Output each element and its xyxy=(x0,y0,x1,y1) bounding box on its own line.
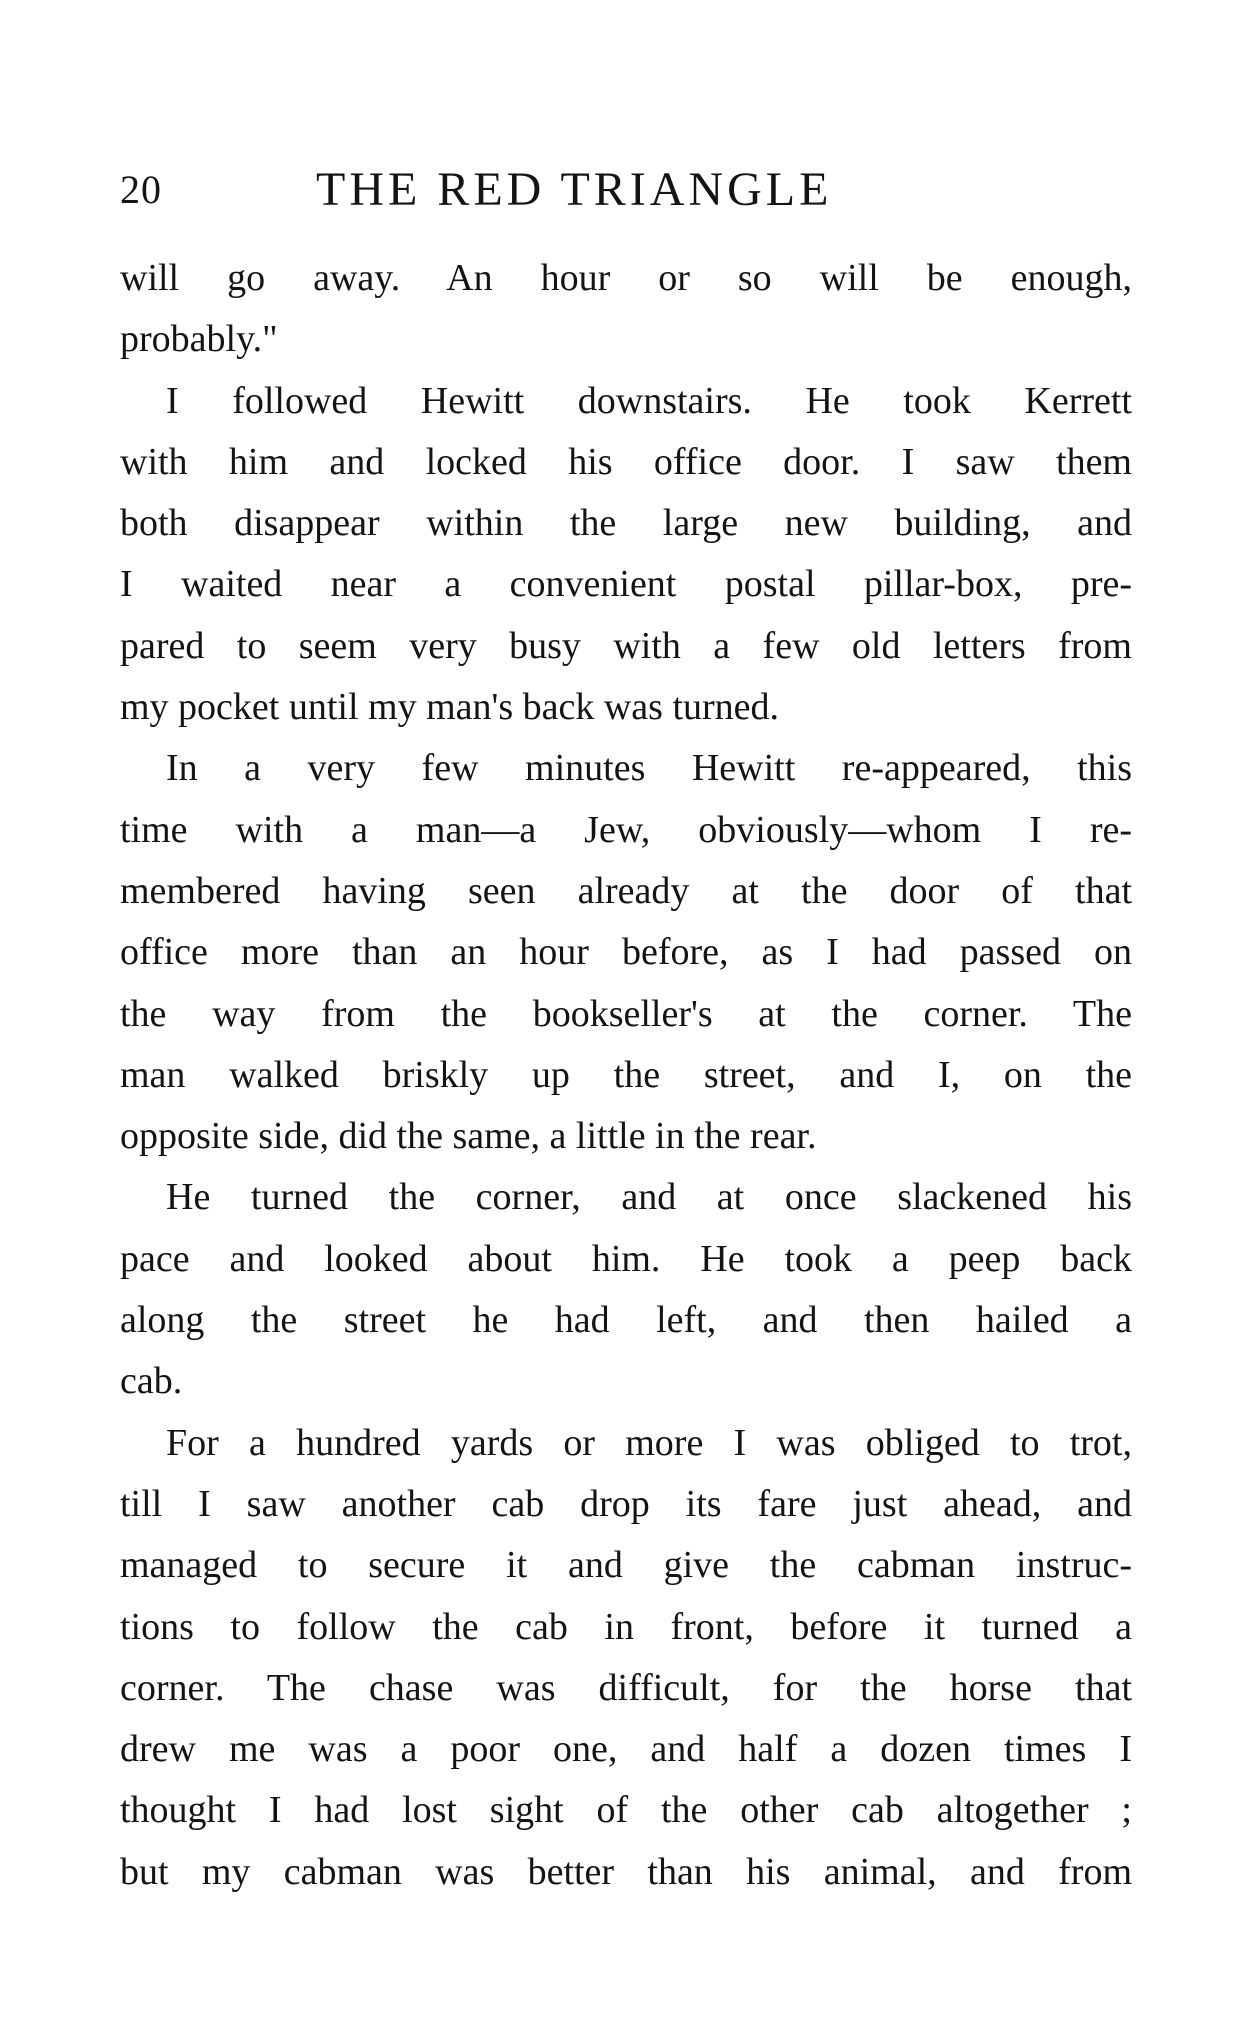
text-line: will go away. An hour or so will be enough, xyxy=(120,257,1132,299)
text-line: man walked briskly up the street, and I, on the xyxy=(120,1053,1132,1096)
text-line: drew me was a poor one, and half a dozen times I xyxy=(120,1728,1132,1771)
running-head xyxy=(120,160,1132,220)
text-line: but my cabman was better than his animal, and from xyxy=(120,1850,1132,1893)
paragraph-first-line: He turned the corner, and at once slackened his xyxy=(166,1176,1132,1219)
body-text xyxy=(120,248,1132,1903)
text-line: till I saw another cab drop its fare just ahead, and xyxy=(120,1482,1132,1525)
text-line: pared to seem very busy with a few old letters from xyxy=(120,624,1132,667)
paragraph-first-line: I followed Hewitt downstairs. He took Kerrett xyxy=(166,379,1132,422)
text-line: cab. xyxy=(120,1360,183,1403)
text-line: membered having seen already at the door of that xyxy=(120,869,1132,912)
text-line: tions to follow the cab in front, before it turned a xyxy=(120,1605,1132,1648)
text-line: both disappear within the large new building, and xyxy=(120,502,1132,545)
text-line: my pocket until my man's back was turned. xyxy=(120,686,780,729)
page-number: 20 xyxy=(120,167,162,212)
text-line: thought I had lost sight of the other cab altogether ; xyxy=(120,1789,1132,1832)
text-line: office more than an hour before, as I had passed on xyxy=(120,931,1132,974)
running-title: THE RED TRIANGLE xyxy=(316,163,833,216)
text-line: probably." xyxy=(120,318,278,361)
text-line: with him and locked his office door. I saw them xyxy=(120,440,1132,483)
text-line: I waited near a convenient postal pillar-box, pre- xyxy=(120,563,1132,606)
text-line: pace and looked about him. He took a peep back xyxy=(120,1237,1132,1280)
text-line: managed to secure it and give the cabman instruc- xyxy=(120,1544,1132,1587)
text-line: along the street he had left, and then hailed a xyxy=(120,1299,1132,1342)
text-line: time with a man—a Jew, obviously—whom I re- xyxy=(120,808,1132,851)
text-line: the way from the bookseller's at the corner. The xyxy=(120,992,1132,1035)
paragraph-first-line: In a very few minutes Hewitt re-appeared, this xyxy=(166,747,1132,790)
text-line: opposite side, did the same, a little in the rear. xyxy=(120,1115,817,1158)
paragraph-first-line: For a hundred yards or more I was obliged to trot, xyxy=(166,1421,1132,1464)
text-line: corner. The chase was difficult, for the horse that xyxy=(120,1666,1132,1709)
